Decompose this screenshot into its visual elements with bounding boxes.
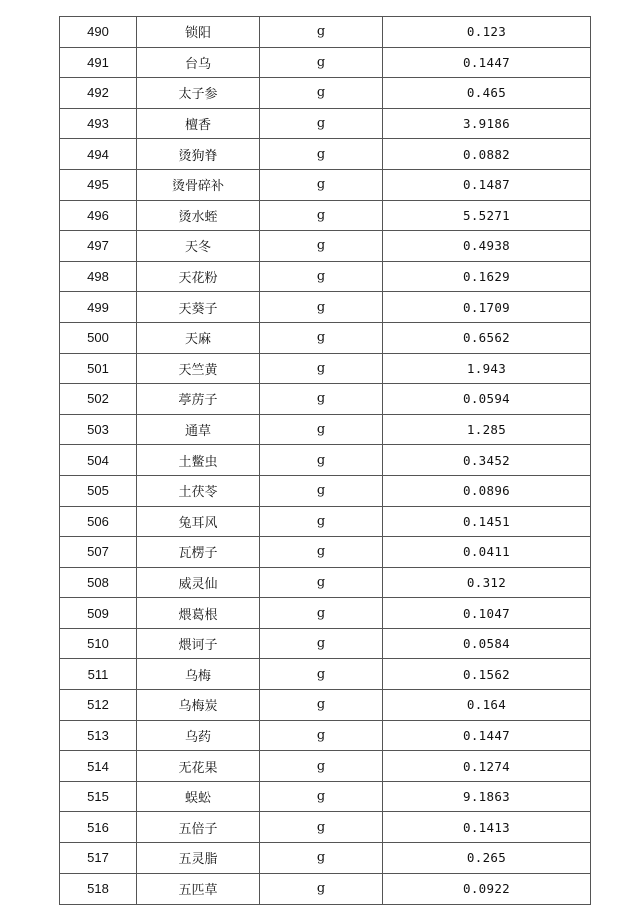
quantity-cell: 0.0896	[383, 475, 591, 506]
quantity-cell: 0.6562	[383, 322, 591, 353]
unit-cell: g	[260, 506, 383, 537]
unit-cell: g	[260, 292, 383, 323]
herb-name-cell: 葶苈子	[137, 384, 260, 415]
table-row	[60, 169, 591, 200]
table-row	[60, 108, 591, 139]
row-number-cell: 514	[60, 751, 137, 782]
quantity-cell: 1.285	[383, 414, 591, 445]
unit-cell: g	[260, 47, 383, 78]
herb-name-cell: 天麻	[137, 322, 260, 353]
table-row	[60, 384, 591, 415]
quantity-cell: 3.9186	[383, 108, 591, 139]
row-number-cell: 513	[60, 720, 137, 751]
table-row	[60, 843, 591, 874]
row-number-cell: 500	[60, 322, 137, 353]
table-row	[60, 720, 591, 751]
row-number-cell: 495	[60, 169, 137, 200]
row-number-cell: 517	[60, 843, 137, 874]
row-number-cell: 518	[60, 873, 137, 904]
quantity-cell: 0.1047	[383, 598, 591, 629]
unit-cell: g	[260, 843, 383, 874]
quantity-cell: 0.0584	[383, 628, 591, 659]
herb-name-cell: 煨诃子	[137, 628, 260, 659]
quantity-cell: 0.0922	[383, 873, 591, 904]
unit-cell: g	[260, 108, 383, 139]
unit-cell: g	[260, 659, 383, 690]
row-number-cell: 499	[60, 292, 137, 323]
table-row	[60, 812, 591, 843]
unit-cell: g	[260, 720, 383, 751]
row-number-cell: 511	[60, 659, 137, 690]
unit-cell: g	[260, 690, 383, 721]
quantity-cell: 0.0594	[383, 384, 591, 415]
unit-cell: g	[260, 812, 383, 843]
table-row	[60, 751, 591, 782]
unit-cell: g	[260, 169, 383, 200]
table-row	[60, 353, 591, 384]
table-row	[60, 231, 591, 262]
herb-name-cell: 天冬	[137, 231, 260, 262]
quantity-cell: 0.1709	[383, 292, 591, 323]
row-number-cell: 506	[60, 506, 137, 537]
quantity-cell: 1.943	[383, 353, 591, 384]
row-number-cell: 491	[60, 47, 137, 78]
table-row	[60, 139, 591, 170]
unit-cell: g	[260, 445, 383, 476]
quantity-cell: 0.123	[383, 17, 591, 48]
quantity-cell: 0.164	[383, 690, 591, 721]
row-number-cell: 498	[60, 261, 137, 292]
table-row	[60, 47, 591, 78]
herb-name-cell: 檀香	[137, 108, 260, 139]
herb-name-cell: 土鳖虫	[137, 445, 260, 476]
row-number-cell: 496	[60, 200, 137, 231]
quantity-cell: 0.265	[383, 843, 591, 874]
table-row	[60, 78, 591, 109]
unit-cell: g	[260, 17, 383, 48]
quantity-cell: 0.1413	[383, 812, 591, 843]
herb-name-cell: 烫骨碎补	[137, 169, 260, 200]
row-number-cell: 516	[60, 812, 137, 843]
unit-cell: g	[260, 781, 383, 812]
quantity-cell: 0.1274	[383, 751, 591, 782]
herb-name-cell: 天花粉	[137, 261, 260, 292]
row-number-cell: 492	[60, 78, 137, 109]
quantity-cell: 9.1863	[383, 781, 591, 812]
quantity-cell: 0.1447	[383, 720, 591, 751]
unit-cell: g	[260, 384, 383, 415]
table-row	[60, 506, 591, 537]
unit-cell: g	[260, 475, 383, 506]
herb-name-cell: 煨葛根	[137, 598, 260, 629]
table-row	[60, 781, 591, 812]
herb-name-cell: 通草	[137, 414, 260, 445]
row-number-cell: 503	[60, 414, 137, 445]
row-number-cell: 509	[60, 598, 137, 629]
herb-name-cell: 乌梅	[137, 659, 260, 690]
table-row	[60, 261, 591, 292]
quantity-cell: 0.1451	[383, 506, 591, 537]
quantity-cell: 0.1562	[383, 659, 591, 690]
quantity-cell: 0.0411	[383, 537, 591, 568]
herb-name-cell: 太子参	[137, 78, 260, 109]
herb-name-cell: 台乌	[137, 47, 260, 78]
quantity-cell: 0.3452	[383, 445, 591, 476]
table-row	[60, 659, 591, 690]
unit-cell: g	[260, 139, 383, 170]
table-row	[60, 873, 591, 904]
herb-name-cell: 锁阳	[137, 17, 260, 48]
row-number-cell: 510	[60, 628, 137, 659]
unit-cell: g	[260, 322, 383, 353]
table-row	[60, 200, 591, 231]
unit-cell: g	[260, 200, 383, 231]
row-number-cell: 490	[60, 17, 137, 48]
unit-cell: g	[260, 537, 383, 568]
unit-cell: g	[260, 414, 383, 445]
herb-name-cell: 兔耳风	[137, 506, 260, 537]
document-page	[59, 16, 591, 905]
row-number-cell: 508	[60, 567, 137, 598]
table-row	[60, 537, 591, 568]
herb-name-cell: 天竺黄	[137, 353, 260, 384]
quantity-cell: 0.312	[383, 567, 591, 598]
unit-cell: g	[260, 78, 383, 109]
unit-cell: g	[260, 353, 383, 384]
table-row	[60, 567, 591, 598]
table-row	[60, 17, 591, 48]
herb-name-cell: 天葵子	[137, 292, 260, 323]
unit-cell: g	[260, 751, 383, 782]
table-row	[60, 445, 591, 476]
table-row	[60, 414, 591, 445]
table-row	[60, 690, 591, 721]
table-row	[60, 322, 591, 353]
herb-name-cell: 五灵脂	[137, 843, 260, 874]
quantity-cell: 0.4938	[383, 231, 591, 262]
row-number-cell: 507	[60, 537, 137, 568]
quantity-cell: 0.0882	[383, 139, 591, 170]
unit-cell: g	[260, 598, 383, 629]
row-number-cell: 501	[60, 353, 137, 384]
quantity-cell: 0.1447	[383, 47, 591, 78]
herb-name-cell: 五倍子	[137, 812, 260, 843]
unit-cell: g	[260, 628, 383, 659]
unit-cell: g	[260, 261, 383, 292]
row-number-cell: 512	[60, 690, 137, 721]
herb-name-cell: 无花果	[137, 751, 260, 782]
herb-name-cell: 瓦楞子	[137, 537, 260, 568]
table-body	[60, 17, 591, 905]
table-row	[60, 598, 591, 629]
row-number-cell: 515	[60, 781, 137, 812]
unit-cell: g	[260, 567, 383, 598]
herb-price-table	[59, 16, 591, 905]
herb-name-cell: 烫水蛭	[137, 200, 260, 231]
quantity-cell: 5.5271	[383, 200, 591, 231]
table-row	[60, 475, 591, 506]
herb-name-cell: 乌药	[137, 720, 260, 751]
herb-name-cell: 乌梅炭	[137, 690, 260, 721]
row-number-cell: 497	[60, 231, 137, 262]
herb-name-cell: 五匹草	[137, 873, 260, 904]
table-row	[60, 628, 591, 659]
herb-name-cell: 威灵仙	[137, 567, 260, 598]
row-number-cell: 493	[60, 108, 137, 139]
row-number-cell: 494	[60, 139, 137, 170]
herb-name-cell: 烫狗脊	[137, 139, 260, 170]
quantity-cell: 0.465	[383, 78, 591, 109]
herb-name-cell: 土茯苓	[137, 475, 260, 506]
quantity-cell: 0.1629	[383, 261, 591, 292]
herb-name-cell: 蜈蚣	[137, 781, 260, 812]
row-number-cell: 502	[60, 384, 137, 415]
table-row	[60, 292, 591, 323]
unit-cell: g	[260, 873, 383, 904]
row-number-cell: 504	[60, 445, 137, 476]
row-number-cell: 505	[60, 475, 137, 506]
unit-cell: g	[260, 231, 383, 262]
quantity-cell: 0.1487	[383, 169, 591, 200]
